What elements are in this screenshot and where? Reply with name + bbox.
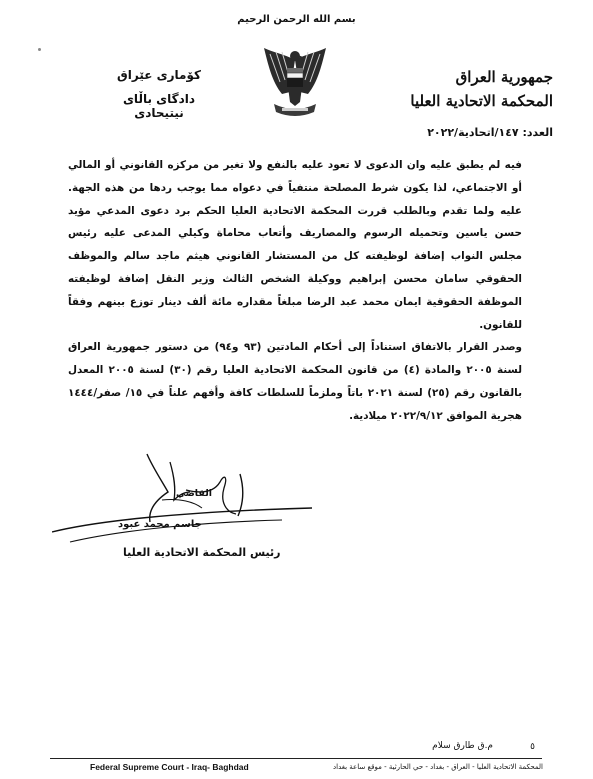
footer-arabic-address: المحكمة الاتحادية العليا - العراق - بغداد - حي الحارثية - موقع ساعة بغداد — [333, 763, 543, 771]
basmala: بسم الله الرحمن الرحيم — [237, 14, 356, 25]
scan-speck — [38, 48, 41, 51]
footer-divider — [50, 758, 542, 759]
page-number: ٥ — [530, 742, 535, 752]
signatory-name: جاسم محمد عبود — [118, 519, 202, 530]
signatory-position: رئيس المحكمة الاتحادية العليا — [123, 546, 281, 559]
signatory-title-small: القاضي — [176, 488, 213, 499]
judgment-paragraph-2: وصدر القرار بالاتفاق استناداً إلى أحكام المادتين (٩٣ و٩٤) من دستور جمهورية العراق لسنة ٢٠٠٥ والمادة (٤) من قانون المحكمة الاتحادية العليا رقم (٣٠) لسنة ٢٠٠٥ المعدل بالقانون رقم (٢٥) لسنة ٢٠٢١ باتاً وملزماً للسلطات كافة وأفهم علناً في ١٥/ صفر/١٤٤٤ هجرية الموافق ٢٠٢٢/٩/١٢ ميلادية. — [68, 341, 523, 422]
country-name-kurdish: كۆماری عێراق — [117, 68, 201, 82]
court-name-kurdish: دادگای باڵای نیتیحادی — [122, 92, 196, 120]
court-name: المحكمة الاتحادية العليا — [410, 92, 553, 110]
country-name: جمهورية العراق — [455, 68, 553, 86]
footer-english-address: Federal Supreme Court - Iraq- Baghdad — [90, 762, 249, 772]
coat-of-arms-icon — [262, 42, 328, 128]
judgment-body — [68, 154, 522, 428]
letterhead-arabic — [410, 68, 553, 110]
footer-initials: م.ق طارق سلام — [432, 741, 493, 751]
reference-number: العدد: ١٤٧/اتحادية/٢٠٢٢ — [427, 126, 553, 139]
letterhead-kurdish — [104, 68, 214, 120]
judgment-paragraph-1: فيه لم يطبق عليه وان الدعوى لا تعود عليه بالنفع ولا تغير من مركزه القانوني أو المالي أو الاجتماعي، لذا يكون شرط المصلحة منتفياً في دعواه مما يوجب ردها من هذه الجهة. عليه ولما تقدم وبالطلب قررت المحكمة الاتحادية العليا الحكم برد دعوى المدعي مؤيد حسن ياسين وتحميله الرسوم والمصاريف وأتعاب محاماة وكيلي المدعى عليه رئيس مجلس النواب إضافة لوظيفته كل من المستشار القانوني هيثم ماجد سالم والموظف الحقوقي سامان محسن إبراهيم ووكيلة الشخص الثالث وزير النقل إضافة لوظيفته الموظفة الحقوقية ايمان محمد عبد الرضا مبلغاً مقداره مائة ألف دينار توزع بينهم وفقاً للقانون. — [68, 159, 522, 331]
